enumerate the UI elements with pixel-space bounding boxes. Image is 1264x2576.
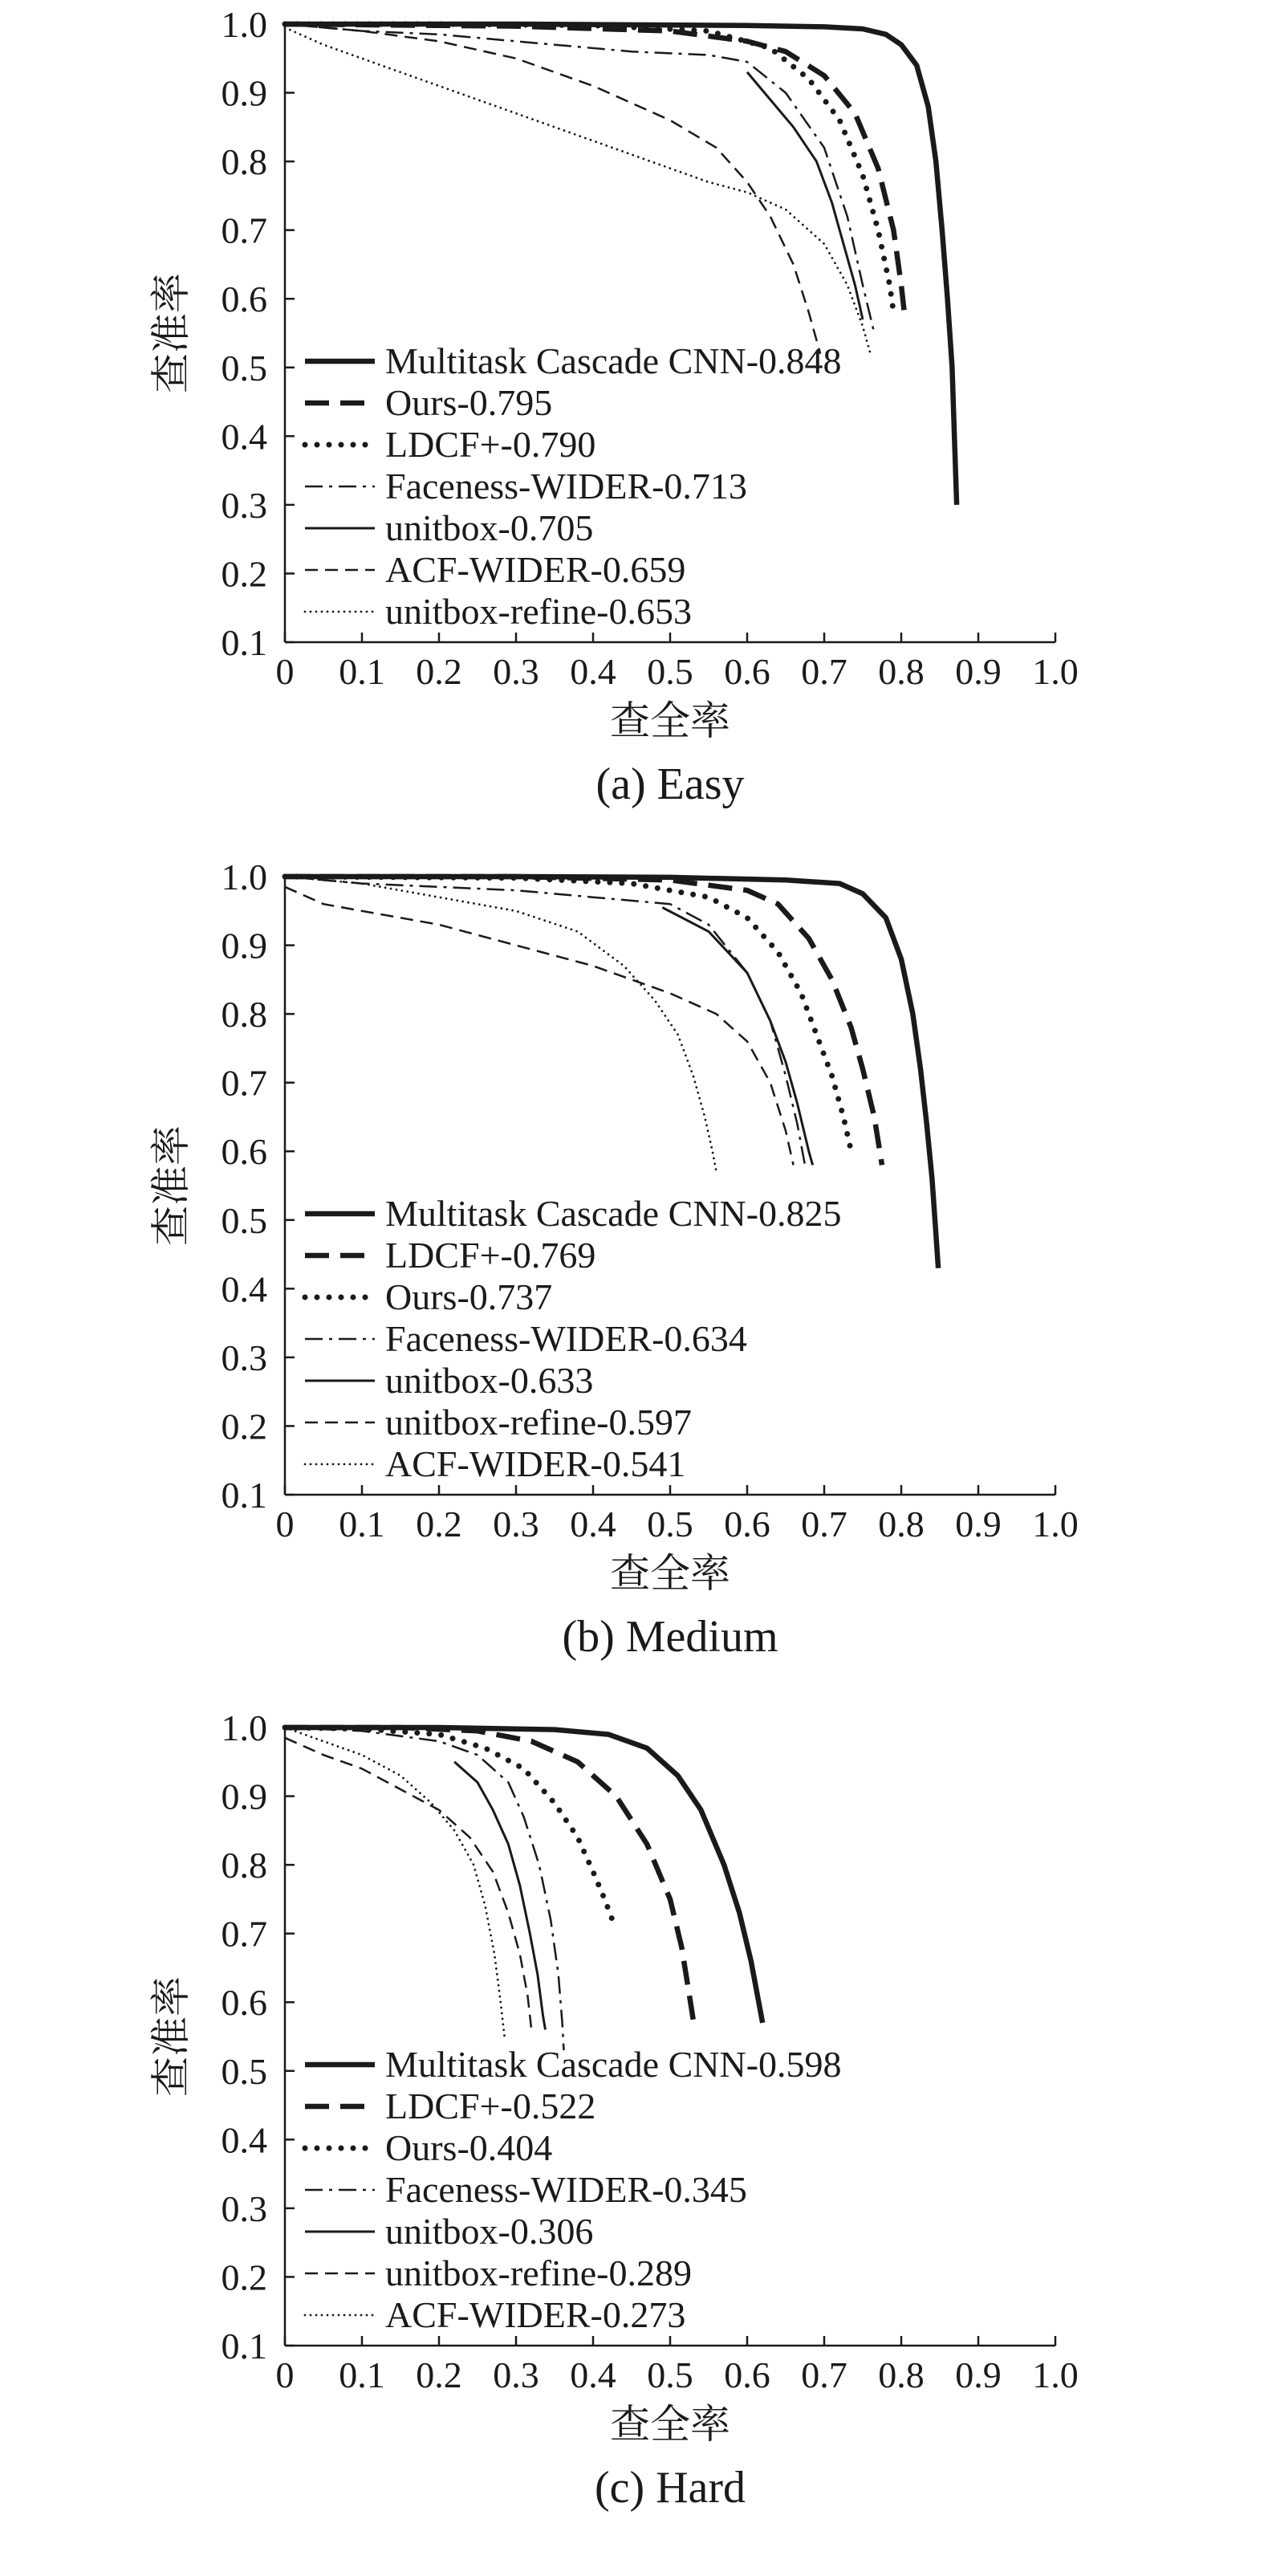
series-line-5 [454,1762,545,2030]
y-axis-title: 查准率 [148,1125,193,1246]
legend-label: Multitask Cascade CNN-0.825 [385,1193,842,1234]
legend-label: LDCF+-0.769 [385,1235,596,1276]
x-axis-title: 查全率 [610,2402,730,2447]
x-tick-label: 0.5 [647,1504,693,1544]
y-tick-label: 0.1 [221,2326,267,2366]
legend-label: LDCF+-0.790 [385,424,596,465]
x-tick-label: 1.0 [1032,651,1079,692]
y-tick-label: 0.4 [221,1268,267,1310]
legend-label: ACF-WIDER-0.541 [385,1443,686,1484]
legend-label: Faceness-WIDER-0.713 [385,466,747,507]
series-line-2 [285,877,882,1165]
y-tick-label: 0.1 [221,622,267,663]
x-tick-label: 0.4 [570,2354,616,2395]
series-line-6 [285,24,820,354]
legend-label: Multitask Cascade CNN-0.598 [385,2044,842,2085]
x-tick-label: 0.1 [339,2354,385,2395]
x-tick-label: 0.7 [801,651,847,692]
y-tick-label: 0.8 [221,141,267,183]
x-tick-label: 0.6 [724,651,770,692]
series-line-6 [285,887,794,1166]
y-tick-label: 0.8 [221,994,267,1036]
y-tick-label: 0.3 [221,484,267,526]
x-tick-label: 0.5 [647,2354,693,2395]
y-tick-label: 0.5 [221,2050,267,2092]
x-tick-label: 0.1 [339,651,385,692]
x-tick-label: 0.8 [878,2354,925,2395]
y-tick-label: 0.4 [221,416,267,458]
x-tick-label: 0.3 [493,651,539,692]
legend-label: Faceness-WIDER-0.345 [385,2169,747,2210]
x-axis-title: 查全率 [610,698,730,743]
legend-label: Ours-0.795 [385,382,553,423]
y-tick-label: 0.5 [221,347,267,389]
x-tick-label: 0.4 [570,651,616,692]
y-tick-label: 0.2 [221,1406,267,1447]
y-tick-label: 0.3 [221,1337,267,1378]
y-tick-label: 0.6 [221,1982,267,2024]
legend-label: unitbox-0.705 [385,507,594,548]
x-tick-label: 0.9 [955,1504,1002,1544]
series-line-2 [285,24,905,319]
x-tick-label: 0 [275,1504,295,1544]
legend-label: unitbox-0.633 [385,1360,594,1401]
x-tick-label: 0.5 [647,651,693,692]
x-axis-title: 查全率 [610,1551,730,1596]
series-line-3 [285,24,893,312]
x-tick-label: 0.7 [801,2354,847,2395]
legend-label: Faceness-WIDER-0.634 [385,1318,747,1359]
legend-label: unitbox-refine-0.597 [385,1402,692,1443]
x-tick-label: 1.0 [1032,2354,1079,2395]
legend-label: ACF-WIDER-0.659 [385,549,686,590]
legend-label: Ours-0.404 [385,2127,553,2168]
y-axis-title: 查准率 [148,1976,193,2097]
y-axis-title: 查准率 [148,273,193,393]
x-tick-label: 0.3 [493,2354,539,2395]
x-tick-label: 0.2 [416,1504,462,1544]
y-tick-label: 1.0 [221,1707,267,1748]
x-tick-label: 0 [275,2354,295,2395]
x-tick-label: 0 [275,651,295,692]
legend-label: Ours-0.737 [385,1276,553,1317]
series-line-7 [285,877,717,1172]
x-tick-label: 0.3 [493,1504,539,1544]
chart-panel-3 [148,1707,1079,2513]
legend-label: unitbox-refine-0.289 [385,2252,692,2293]
x-tick-label: 0.7 [801,1504,847,1544]
y-tick-label: 0.3 [221,2187,267,2229]
legend-label: LDCF+-0.522 [385,2086,596,2126]
x-tick-label: 0.6 [724,2354,770,2395]
y-tick-label: 1.0 [221,4,267,45]
x-tick-label: 0.8 [878,1504,925,1544]
x-tick-label: 0.2 [416,2354,462,2395]
series-line-5 [662,908,812,1166]
y-tick-label: 0.7 [221,1062,267,1104]
series-line-7 [285,1728,505,2037]
y-tick-label: 0.1 [221,1475,267,1516]
y-tick-label: 0.7 [221,210,267,251]
series-line-2 [285,1728,695,2029]
x-tick-label: 0.2 [416,651,462,692]
legend-label: unitbox-0.306 [385,2211,594,2252]
x-tick-label: 0.6 [724,1504,770,1544]
y-tick-label: 0.9 [221,1776,267,1817]
y-tick-label: 1.0 [221,857,267,897]
y-tick-label: 0.2 [221,553,267,595]
series-line-4 [285,1728,564,2050]
legend-label: ACF-WIDER-0.273 [385,2294,686,2335]
y-tick-label: 0.6 [221,279,267,320]
chart-panel-1 [148,4,1079,809]
y-tick-label: 0.6 [221,1131,267,1173]
panel-caption: (a) Easy [595,759,745,809]
series-line-4 [285,24,874,333]
panel-caption: (c) Hard [594,2463,746,2513]
x-tick-label: 0.9 [955,2354,1002,2395]
x-tick-label: 0.9 [955,651,1002,692]
y-tick-label: 0.9 [221,72,267,114]
y-tick-label: 0.4 [221,2119,267,2161]
y-tick-label: 0.7 [221,1913,267,1955]
x-tick-label: 0.8 [878,651,925,692]
series-line-7 [285,27,871,353]
chart-panel-2 [148,857,1079,1662]
x-tick-label: 0.4 [570,1504,616,1544]
panel-caption: (b) Medium [562,1612,778,1662]
y-tick-label: 0.5 [221,1199,267,1241]
legend-label: unitbox-refine-0.653 [385,591,692,632]
legend-label: Multitask Cascade CNN-0.848 [385,340,842,381]
x-tick-label: 0.1 [339,1504,385,1544]
y-tick-label: 0.9 [221,925,267,967]
y-tick-label: 0.8 [221,1845,267,1886]
x-tick-label: 1.0 [1032,1504,1079,1544]
y-tick-label: 0.2 [221,2257,267,2298]
